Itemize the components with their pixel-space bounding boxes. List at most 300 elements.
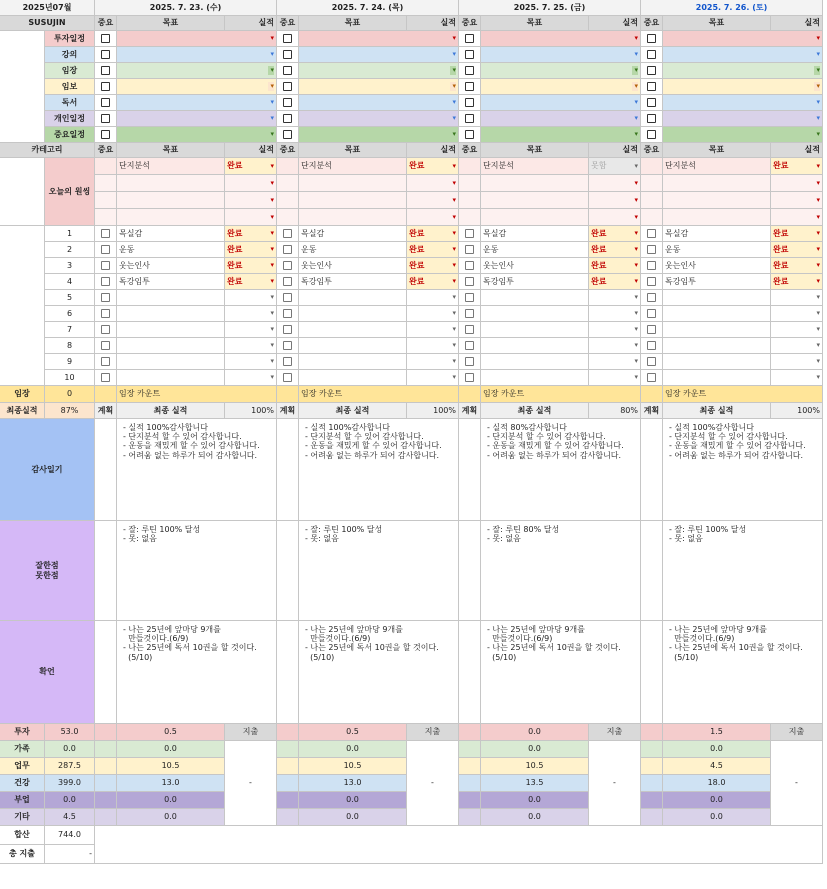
- col-header-importance: 중요: [95, 16, 117, 31]
- chevron-down-icon[interactable]: ▾: [452, 82, 456, 91]
- chevron-down-icon[interactable]: ▾: [816, 341, 820, 350]
- schedule-goal-cell[interactable]: [663, 111, 823, 127]
- checkbox[interactable]: [283, 229, 292, 238]
- chevron-down-icon[interactable]: ▾: [452, 195, 456, 204]
- chevron-down-icon[interactable]: ▾: [270, 130, 274, 139]
- chevron-down-icon[interactable]: ▾: [816, 82, 820, 91]
- chevron-down-icon[interactable]: ▾: [452, 130, 456, 139]
- checkbox[interactable]: [465, 229, 474, 238]
- routine-label: 독강임투: [483, 276, 514, 286]
- checkbox[interactable]: [283, 245, 292, 254]
- chevron-down-icon[interactable]: ▾: [634, 82, 638, 91]
- routine-result-cell[interactable]: [589, 258, 641, 274]
- routine-result-cell[interactable]: [225, 338, 277, 354]
- checkbox[interactable]: [283, 341, 292, 350]
- checkbox[interactable]: [101, 50, 110, 59]
- chevron-down-icon[interactable]: ▾: [270, 114, 274, 123]
- chevron-down-icon[interactable]: ▾: [270, 309, 274, 318]
- schedule-goal-cell[interactable]: [481, 63, 641, 79]
- routine-importance-cell: [277, 242, 299, 258]
- checkbox[interactable]: [647, 229, 656, 238]
- time-spacer: [277, 809, 299, 826]
- time-category-label: 건강: [0, 775, 45, 792]
- routine-result-cell[interactable]: [771, 242, 823, 258]
- checkbox[interactable]: [101, 245, 110, 254]
- result-value: 완료: [409, 276, 425, 286]
- time-value: 0.0: [481, 809, 589, 826]
- chevron-down-icon[interactable]: ▾: [452, 161, 456, 170]
- chevron-down-icon[interactable]: ▾: [452, 261, 456, 270]
- checkbox[interactable]: [465, 357, 474, 366]
- checkbox[interactable]: [283, 50, 292, 59]
- final-result-label: 최종실적: [0, 403, 45, 419]
- chevron-down-icon[interactable]: ▾: [270, 373, 274, 382]
- chevron-down-icon[interactable]: ▾: [634, 66, 638, 75]
- chevron-down-icon[interactable]: ▾: [270, 245, 274, 254]
- month-header: 2025년07월: [0, 0, 95, 16]
- review-text[interactable]: - 잘: 루틴 100% 달성 - 못: 없음: [663, 521, 823, 621]
- checkbox[interactable]: [283, 98, 292, 107]
- routine-result-cell[interactable]: [225, 354, 277, 370]
- checkbox[interactable]: [283, 114, 292, 123]
- schedule-goal-cell[interactable]: [299, 31, 459, 47]
- checkbox[interactable]: [647, 114, 656, 123]
- affirmation-text[interactable]: - 나는 25년에 앞마당 9개를 만들것이다.(6/9) - 나는 25년에 독서 10권을 할 것이다. (5/10): [299, 621, 459, 724]
- schedule-importance-cell: [277, 63, 299, 79]
- checkbox[interactable]: [465, 277, 474, 286]
- checkbox[interactable]: [101, 98, 110, 107]
- schedule-goal-cell[interactable]: [299, 111, 459, 127]
- review-text[interactable]: - 잘: 루틴 100% 달성 - 못: 없음: [299, 521, 459, 621]
- schedule-goal-cell[interactable]: [481, 79, 641, 95]
- checkbox[interactable]: [647, 325, 656, 334]
- checkbox[interactable]: [465, 114, 474, 123]
- chevron-down-icon[interactable]: ▾: [270, 98, 274, 107]
- today-result-cell[interactable]: [589, 158, 641, 175]
- chevron-down-icon[interactable]: ▾: [452, 325, 456, 334]
- time-value: 0.0: [117, 809, 225, 826]
- col-header-importance: 중요: [277, 143, 299, 158]
- schedule-goal-cell[interactable]: [481, 127, 641, 143]
- routine-label: 목실감: [483, 228, 507, 238]
- schedule-goal-cell[interactable]: [117, 79, 277, 95]
- chevron-down-icon[interactable]: ▾: [270, 82, 274, 91]
- chevron-down-icon[interactable]: ▾: [452, 229, 456, 238]
- chevron-down-icon[interactable]: ▾: [452, 66, 456, 75]
- chevron-down-icon[interactable]: ▾: [452, 309, 456, 318]
- chevron-down-icon[interactable]: ▾: [452, 293, 456, 302]
- chevron-down-icon[interactable]: ▾: [634, 373, 638, 382]
- chevron-down-icon[interactable]: ▾: [634, 130, 638, 139]
- routine-result-cell[interactable]: [589, 338, 641, 354]
- routine-result-cell[interactable]: [407, 242, 459, 258]
- routine-importance-cell: [95, 322, 117, 338]
- checkbox[interactable]: [647, 34, 656, 43]
- today-result-cell[interactable]: [407, 192, 459, 209]
- chevron-down-icon[interactable]: ▾: [270, 161, 274, 170]
- routine-importance-cell: [95, 370, 117, 386]
- checkbox[interactable]: [101, 114, 110, 123]
- schedule-importance-cell: [641, 127, 663, 143]
- chevron-down-icon[interactable]: ▾: [634, 341, 638, 350]
- routine-result-cell[interactable]: [407, 370, 459, 386]
- time-category-label: 투자: [0, 724, 45, 741]
- routine-result-cell[interactable]: [225, 370, 277, 386]
- schedule-goal-cell[interactable]: [663, 63, 823, 79]
- checkbox[interactable]: [101, 309, 110, 318]
- checkbox[interactable]: [283, 309, 292, 318]
- chevron-down-icon[interactable]: ▾: [634, 229, 638, 238]
- routine-result-cell[interactable]: [589, 226, 641, 242]
- affirmation-text[interactable]: - 나는 25년에 앞마당 9개를 만들것이다.(6/9) - 나는 25년에 독서 10권을 할 것이다. (5/10): [663, 621, 823, 724]
- checkbox[interactable]: [283, 293, 292, 302]
- chevron-down-icon[interactable]: ▾: [452, 178, 456, 187]
- chevron-down-icon[interactable]: ▾: [816, 293, 820, 302]
- schedule-goal-cell[interactable]: [663, 47, 823, 63]
- gimjang-spacer: [95, 386, 117, 403]
- today-result-cell[interactable]: [771, 158, 823, 175]
- schedule-goal-cell[interactable]: [663, 95, 823, 111]
- schedule-goal-cell[interactable]: [663, 31, 823, 47]
- today-result-cell[interactable]: [407, 175, 459, 192]
- today-result-cell[interactable]: [589, 175, 641, 192]
- chevron-down-icon[interactable]: ▾: [452, 34, 456, 43]
- schedule-goal-cell[interactable]: [663, 79, 823, 95]
- chevron-down-icon[interactable]: ▾: [634, 293, 638, 302]
- time-spacer: [277, 724, 299, 741]
- chevron-down-icon[interactable]: ▾: [452, 373, 456, 382]
- time-spacer: [95, 775, 117, 792]
- routine-goal-cell: [663, 290, 771, 306]
- schedule-goal-cell[interactable]: [299, 79, 459, 95]
- chevron-down-icon[interactable]: ▾: [270, 229, 274, 238]
- today-result-cell[interactable]: [407, 209, 459, 226]
- chevron-down-icon[interactable]: ▾: [816, 130, 820, 139]
- chevron-down-icon[interactable]: ▾: [634, 34, 638, 43]
- time-spacer: [641, 792, 663, 809]
- routine-number: 8: [45, 338, 95, 354]
- schedule-goal-cell[interactable]: [117, 127, 277, 143]
- chevron-down-icon[interactable]: ▾: [634, 161, 638, 170]
- routine-result-cell[interactable]: [771, 322, 823, 338]
- chevron-down-icon[interactable]: ▾: [634, 277, 638, 286]
- chevron-down-icon[interactable]: ▾: [270, 66, 274, 75]
- col-header-importance: 중요: [95, 143, 117, 158]
- review-text[interactable]: - 잘: 루틴 100% 달성 - 못: 없음: [117, 521, 277, 621]
- checkbox[interactable]: [647, 341, 656, 350]
- checkbox[interactable]: [283, 325, 292, 334]
- routine-result-cell[interactable]: [589, 370, 641, 386]
- routine-result-cell[interactable]: [589, 306, 641, 322]
- time-category-label: 업무: [0, 758, 45, 775]
- checkbox[interactable]: [283, 261, 292, 270]
- checkbox[interactable]: [465, 130, 474, 139]
- checkbox[interactable]: [465, 98, 474, 107]
- routine-result-cell[interactable]: [225, 226, 277, 242]
- today-result-cell[interactable]: [771, 192, 823, 209]
- checkbox[interactable]: [101, 34, 110, 43]
- routine-result-cell[interactable]: [771, 226, 823, 242]
- chevron-down-icon[interactable]: ▾: [816, 66, 820, 75]
- chevron-down-icon[interactable]: ▾: [634, 245, 638, 254]
- chevron-down-icon[interactable]: ▾: [270, 195, 274, 204]
- schedule-goal-cell[interactable]: [117, 47, 277, 63]
- chevron-down-icon[interactable]: ▾: [452, 98, 456, 107]
- checkbox[interactable]: [101, 82, 110, 91]
- today-result-cell[interactable]: [225, 175, 277, 192]
- chevron-down-icon[interactable]: ▾: [270, 178, 274, 187]
- checkbox[interactable]: [647, 82, 656, 91]
- checkbox[interactable]: [465, 261, 474, 270]
- routine-importance-cell: [277, 258, 299, 274]
- routine-result-cell[interactable]: [589, 274, 641, 290]
- routine-importance-cell: [277, 274, 299, 290]
- chevron-down-icon[interactable]: ▾: [634, 325, 638, 334]
- date-header: 2025. 7. 26. (토): [641, 0, 823, 16]
- result-value: 완료: [591, 260, 607, 270]
- checkbox[interactable]: [101, 341, 110, 350]
- chevron-down-icon[interactable]: ▾: [270, 50, 274, 59]
- today-goal-text: 단지분석: [483, 161, 514, 171]
- routine-result-cell[interactable]: [771, 290, 823, 306]
- schedule-importance-cell: [277, 111, 299, 127]
- routine-result-cell[interactable]: [771, 306, 823, 322]
- chevron-down-icon[interactable]: ▾: [270, 261, 274, 270]
- checkbox[interactable]: [647, 98, 656, 107]
- routine-number: 5: [45, 290, 95, 306]
- routine-result-cell[interactable]: [589, 290, 641, 306]
- result-value: 못함: [591, 161, 607, 171]
- routine-result-cell[interactable]: [589, 242, 641, 258]
- routine-result-cell[interactable]: [589, 354, 641, 370]
- schedule-goal-cell[interactable]: [117, 111, 277, 127]
- col-header-result: 실적: [225, 143, 277, 158]
- checkbox[interactable]: [283, 34, 292, 43]
- today-result-cell[interactable]: [225, 192, 277, 209]
- schedule-goal-cell[interactable]: [117, 95, 277, 111]
- schedule-goal-cell[interactable]: [299, 47, 459, 63]
- today-result-cell[interactable]: [589, 209, 641, 226]
- routine-result-cell[interactable]: [225, 306, 277, 322]
- checkbox[interactable]: [647, 245, 656, 254]
- affirmation-text[interactable]: - 나는 25년에 앞마당 9개를 만들것이다.(6/9) - 나는 25년에 독서 10권을 할 것이다. (5/10): [117, 621, 277, 724]
- result-value: 완료: [409, 244, 425, 254]
- routine-goal-cell: [663, 306, 771, 322]
- spend-value: -: [771, 741, 823, 826]
- checkbox[interactable]: [101, 130, 110, 139]
- checkbox[interactable]: [101, 66, 110, 75]
- gratitude-text[interactable]: - 실적 100%감사합니다 - 단지분석 할 수 있어 감사합니다. - 운동을 재밌게 할 수 있어 감사합니다. - 어려움 없는 하루가 되어 감사합니다.: [117, 419, 277, 521]
- schedule-goal-cell[interactable]: [117, 31, 277, 47]
- gratitude-text[interactable]: - 실적 100%감사합니다 - 단지분석 할 수 있어 감사합니다. - 운동을 재밌게 할 수 있어 감사합니다. - 어려움 없는 하루가 되어 감사합니다.: [663, 419, 823, 521]
- checkbox[interactable]: [647, 357, 656, 366]
- checkbox[interactable]: [101, 357, 110, 366]
- chevron-down-icon[interactable]: ▾: [634, 114, 638, 123]
- routine-result-cell[interactable]: [407, 258, 459, 274]
- checkbox[interactable]: [647, 50, 656, 59]
- checkbox[interactable]: [101, 277, 110, 286]
- chevron-down-icon[interactable]: ▾: [816, 261, 820, 270]
- chevron-down-icon[interactable]: ▾: [816, 212, 820, 221]
- chevron-down-icon[interactable]: ▾: [816, 277, 820, 286]
- routine-result-cell[interactable]: [771, 338, 823, 354]
- routine-result-cell[interactable]: [771, 258, 823, 274]
- chevron-down-icon[interactable]: ▾: [816, 195, 820, 204]
- checkbox[interactable]: [647, 130, 656, 139]
- checkbox[interactable]: [465, 293, 474, 302]
- checkbox[interactable]: [465, 309, 474, 318]
- time-spacer: [95, 792, 117, 809]
- checkbox[interactable]: [465, 82, 474, 91]
- chevron-down-icon[interactable]: ▾: [816, 357, 820, 366]
- schedule-goal-cell[interactable]: [481, 31, 641, 47]
- chevron-down-icon[interactable]: ▾: [270, 341, 274, 350]
- chevron-down-icon[interactable]: ▾: [270, 34, 274, 43]
- chevron-down-icon[interactable]: ▾: [452, 277, 456, 286]
- time-value: 0.0: [117, 792, 225, 809]
- chevron-down-icon[interactable]: ▾: [634, 309, 638, 318]
- routine-result-cell[interactable]: [407, 306, 459, 322]
- checkbox[interactable]: [647, 261, 656, 270]
- chevron-down-icon[interactable]: ▾: [634, 261, 638, 270]
- chevron-down-icon[interactable]: ▾: [634, 178, 638, 187]
- result-value: 완료: [227, 276, 243, 286]
- checkbox[interactable]: [283, 357, 292, 366]
- chevron-down-icon[interactable]: ▾: [270, 212, 274, 221]
- routine-importance-cell: [277, 290, 299, 306]
- routine-label: 운동: [301, 244, 317, 254]
- checkbox[interactable]: [101, 261, 110, 270]
- chevron-down-icon[interactable]: ▾: [452, 245, 456, 254]
- checkbox[interactable]: [465, 325, 474, 334]
- checkbox[interactable]: [647, 277, 656, 286]
- checkbox[interactable]: [647, 309, 656, 318]
- routine-result-cell[interactable]: [225, 322, 277, 338]
- chevron-down-icon[interactable]: ▾: [816, 34, 820, 43]
- today-result-cell[interactable]: [225, 209, 277, 226]
- chevron-down-icon[interactable]: ▾: [270, 325, 274, 334]
- chevron-down-icon[interactable]: ▾: [634, 98, 638, 107]
- affirmation-text[interactable]: - 나는 25년에 앞마당 9개를 만들것이다.(6/9) - 나는 25년에 독서 10권을 할 것이다. (5/10): [481, 621, 641, 724]
- chevron-down-icon[interactable]: ▾: [816, 50, 820, 59]
- chevron-down-icon[interactable]: ▾: [270, 357, 274, 366]
- routine-result-cell[interactable]: [225, 242, 277, 258]
- chevron-down-icon[interactable]: ▾: [634, 212, 638, 221]
- chevron-down-icon[interactable]: ▾: [816, 325, 820, 334]
- routine-result-cell[interactable]: [225, 274, 277, 290]
- schedule-goal-cell[interactable]: [299, 95, 459, 111]
- schedule-goal-cell[interactable]: [481, 95, 641, 111]
- schedule-goal-cell[interactable]: [299, 127, 459, 143]
- today-result-cell[interactable]: [407, 158, 459, 175]
- routine-importance-cell: [277, 322, 299, 338]
- checkbox[interactable]: [647, 293, 656, 302]
- checkbox[interactable]: [465, 373, 474, 382]
- checkbox[interactable]: [101, 229, 110, 238]
- today-goal-cell: [663, 158, 771, 175]
- checkbox[interactable]: [101, 373, 110, 382]
- chevron-down-icon[interactable]: ▾: [452, 212, 456, 221]
- routine-importance-cell: [459, 338, 481, 354]
- time-value: 0.0: [663, 741, 771, 758]
- today-result-cell[interactable]: [771, 175, 823, 192]
- chevron-down-icon[interactable]: ▾: [270, 277, 274, 286]
- checkbox[interactable]: [465, 66, 474, 75]
- chevron-down-icon[interactable]: ▾: [816, 309, 820, 318]
- total-spend-label: 총 지출: [0, 845, 45, 864]
- chevron-down-icon[interactable]: ▾: [452, 114, 456, 123]
- time-spacer: [95, 724, 117, 741]
- today-result-cell[interactable]: [771, 209, 823, 226]
- chevron-down-icon[interactable]: ▾: [816, 178, 820, 187]
- checkbox[interactable]: [283, 82, 292, 91]
- routine-result-cell[interactable]: [225, 258, 277, 274]
- routine-result-cell[interactable]: [407, 274, 459, 290]
- checkbox[interactable]: [465, 34, 474, 43]
- routine-importance-cell: [641, 290, 663, 306]
- today-result-cell[interactable]: [225, 158, 277, 175]
- routine-result-cell[interactable]: [407, 322, 459, 338]
- review-text[interactable]: - 잘: 루틴 80% 달성 - 못: 없음: [481, 521, 641, 621]
- chevron-down-icon[interactable]: ▾: [816, 114, 820, 123]
- routine-result-cell[interactable]: [225, 290, 277, 306]
- checkbox[interactable]: [647, 66, 656, 75]
- chevron-down-icon[interactable]: ▾: [452, 357, 456, 366]
- checkbox[interactable]: [465, 245, 474, 254]
- routine-result-cell[interactable]: [771, 354, 823, 370]
- chevron-down-icon[interactable]: ▾: [634, 357, 638, 366]
- chevron-down-icon[interactable]: ▾: [452, 341, 456, 350]
- schedule-goal-cell[interactable]: [299, 63, 459, 79]
- today-result-cell[interactable]: [589, 192, 641, 209]
- checkbox[interactable]: [101, 325, 110, 334]
- chevron-down-icon[interactable]: ▾: [816, 161, 820, 170]
- chevron-down-icon[interactable]: ▾: [816, 98, 820, 107]
- routine-result-cell[interactable]: [407, 226, 459, 242]
- routine-result-cell[interactable]: [407, 354, 459, 370]
- routine-result-cell[interactable]: [589, 322, 641, 338]
- checkbox[interactable]: [101, 293, 110, 302]
- chevron-down-icon[interactable]: ▾: [634, 195, 638, 204]
- checkbox[interactable]: [283, 277, 292, 286]
- checkbox[interactable]: [465, 50, 474, 59]
- chevron-down-icon[interactable]: ▾: [816, 229, 820, 238]
- chevron-down-icon[interactable]: ▾: [634, 50, 638, 59]
- routine-result-cell[interactable]: [771, 274, 823, 290]
- gratitude-text[interactable]: - 실적 80%감사합니다 - 단지분석 할 수 있어 감사합니다. - 운동을 재밌게 할 수 있어 감사합니다. - 어려움 없는 하루가 되어 감사합니다.: [481, 419, 641, 521]
- routine-number: 6: [45, 306, 95, 322]
- routine-result-cell[interactable]: [407, 338, 459, 354]
- checkbox[interactable]: [283, 373, 292, 382]
- schedule-goal-cell[interactable]: [117, 63, 277, 79]
- routine-result-cell[interactable]: [407, 290, 459, 306]
- chevron-down-icon[interactable]: ▾: [452, 50, 456, 59]
- routine-result-cell[interactable]: [771, 370, 823, 386]
- today-goal-cell: [481, 158, 589, 175]
- checkbox[interactable]: [465, 341, 474, 350]
- checkbox[interactable]: [283, 66, 292, 75]
- chevron-down-icon[interactable]: ▾: [270, 293, 274, 302]
- chevron-down-icon[interactable]: ▾: [816, 373, 820, 382]
- gratitude-text[interactable]: - 실적 100%감사합니다 - 단지분석 할 수 있어 감사합니다. - 운동을 재밌게 할 수 있어 감사합니다. - 어려움 없는 하루가 되어 감사합니다.: [299, 419, 459, 521]
- chevron-down-icon[interactable]: ▾: [816, 245, 820, 254]
- checkbox[interactable]: [647, 373, 656, 382]
- schedule-goal-cell[interactable]: [481, 111, 641, 127]
- schedule-goal-cell[interactable]: [481, 47, 641, 63]
- time-category-label: 가족: [0, 741, 45, 758]
- checkbox[interactable]: [283, 130, 292, 139]
- schedule-goal-cell[interactable]: [663, 127, 823, 143]
